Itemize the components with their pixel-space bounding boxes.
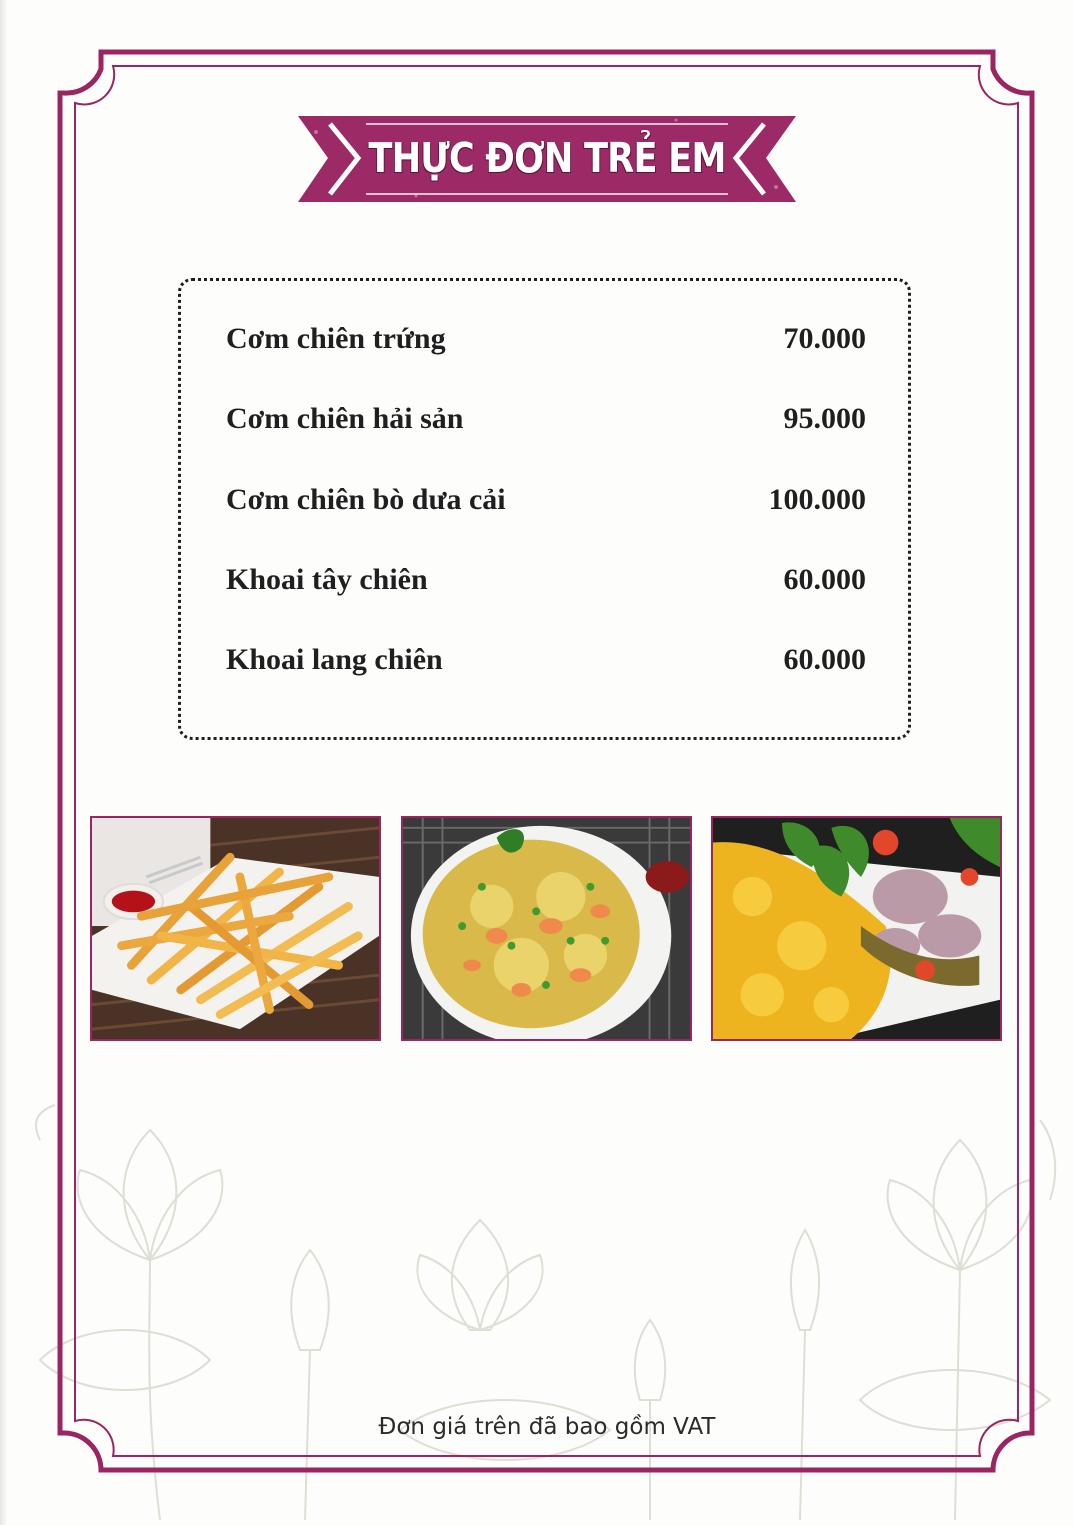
menu-item [226,643,866,683]
menu-item [226,402,866,442]
menu-item-price: 60.000 [783,563,866,596]
menu-item-name: Cơm chiên hải sản [226,402,464,435]
vat-note: Đơn giá trên đã bao gồm VAT [378,1414,716,1440]
menu-item-price: 60.000 [783,643,866,676]
menu-item-price: 70.000 [783,322,866,355]
beef-fried-rice-photo [711,816,1002,1041]
menu-item-name: Cơm chiên trứng [226,322,446,355]
menu-item-price: 100.000 [768,483,866,516]
menu-item-name: Cơm chiên bò dưa cải [226,483,506,516]
menu-item-name: Khoai tây chiên [226,563,428,596]
french-fries-photo [90,816,381,1041]
page-title: THỰC ĐƠN TRẺ EM [368,134,726,182]
menu-item-name: Khoai lang chiên [226,643,443,676]
menu-item [226,563,866,603]
menu-item [226,483,866,523]
seafood-fried-rice-photo [401,816,692,1041]
menu-item-price: 95.000 [783,402,866,435]
menu-item [226,322,866,362]
